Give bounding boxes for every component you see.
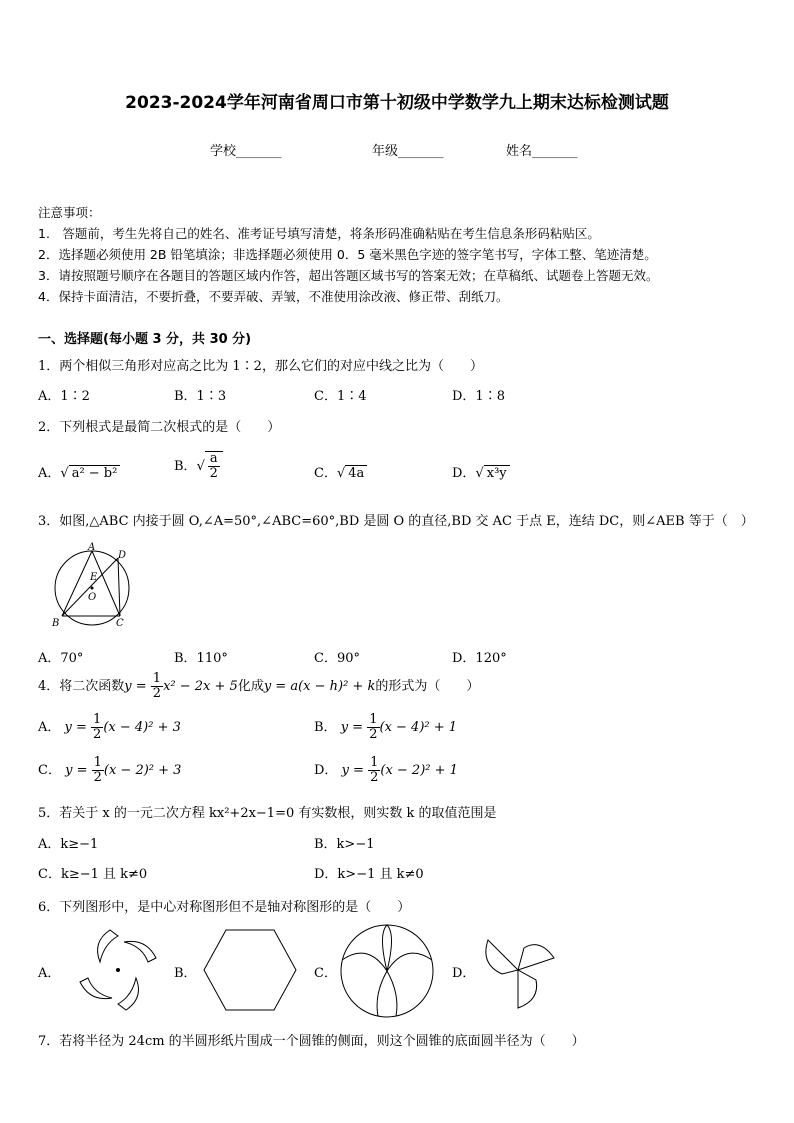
note-item: 3．请按照题号顺序在各题目的答题区域内作答，超出答题区域书写的答案无效；在草稿纸、试题卷上答题无效。: [38, 268, 659, 283]
school-field: 学校_______: [210, 144, 282, 159]
q2-option-d: [452, 462, 510, 481]
q2-option-c: [314, 462, 367, 481]
question-5: 5．若关于 x 的一元二次方程 kx²+2x−1=0 有实数根，则实数 k 的取值范围是: [38, 806, 497, 821]
q6-option-b: B．: [174, 966, 197, 981]
q3-option-c: C．90°: [314, 651, 360, 666]
label-c: C: [116, 618, 124, 629]
q3-option-d: D．120°: [452, 651, 507, 666]
notes-heading: 注意事项：: [38, 205, 101, 220]
question-7: 7．若将半径为 24cm 的半圆形纸片围成一个圆锥的侧面，则这个圆锥的底面圆半径为（ ）: [38, 1034, 585, 1049]
q2-c-expression: √ 4a: [337, 466, 367, 481]
q3-option-b: B．110°: [174, 651, 228, 666]
q1-option-b: B．1∶3: [174, 389, 227, 404]
name-field: 姓名_______: [506, 144, 578, 159]
q1-option-a: A．1∶2: [38, 389, 90, 404]
circle-triangle-figure: [46, 538, 138, 630]
question-1: 1．两个相似三角形对应高之比为 1∶2，那么它们的对应中线之比为（ ）: [38, 359, 483, 374]
question-3: 3．如图,△ABC 内接于圆 O,∠A=50°,∠ABC=60°,BD 是圆 O 的直径,BD 交 AC 于点 E，连结 DC，则∠AEB 等于（ ）: [38, 514, 754, 529]
q2-option-b: [174, 451, 223, 481]
q6-option-a: A．: [38, 966, 61, 981]
option-letter: D．: [452, 466, 476, 481]
question-4: 4．将二次函数y = $\frac{1}{2}$ x² − 2x + 5化成y = a(x − h)² + k的形式为（ ）: [38, 671, 480, 701]
q1-option-c: C．1∶4: [314, 389, 367, 404]
label-o: O: [88, 592, 97, 603]
q4-option-c: C． y = $\frac{1}{2}$ (x − 2)² + 3: [38, 755, 182, 785]
page-title: 2023-2024学年河南省周口市第十初级中学数学九上期末达标检测试题: [125, 93, 669, 113]
hexagon-icon: [202, 928, 298, 1012]
q2-b-expression: √ $\frac{a}{2}$: [197, 459, 223, 474]
label-b: B: [52, 618, 60, 629]
option-letter: A．: [38, 466, 61, 481]
q2-d-expression: √ x³y: [475, 466, 509, 481]
label-a: A: [88, 542, 96, 553]
label-e: E: [90, 572, 98, 583]
q4-function: y = $\frac{1}{2}$ x² − 2x + 5: [124, 671, 238, 701]
section-heading: 一、选择题(每小题 3 分，共 30 分): [38, 332, 252, 347]
circle-trefoil-icon: [338, 922, 436, 1020]
q4-vertex-form: y = a(x − h)² + k: [263, 679, 376, 694]
question-6: 6．下列图形中，是中心对称图形但不是轴对称图形的是（ ）: [38, 900, 411, 915]
option-letter: B．: [174, 459, 197, 474]
q1-option-d: D．1∶8: [452, 389, 505, 404]
note-item: 1. 答题前，考生先将自己的姓名、准考证号填写清楚，将条形码准确粘贴在考生信息条形码粘贴区。: [38, 226, 600, 241]
q4-option-a: A． y = $\frac{1}{2}$ (x − 4)² + 3: [38, 712, 181, 742]
three-blade-icon: [478, 930, 558, 1010]
q5-option-c: C．k≥−1 且 k≠0: [38, 867, 148, 882]
note-item: 4．保持卡面清洁，不要折叠，不要弄破、弄皱，不准使用涂改液、修正带、刮纸刀。: [38, 289, 509, 304]
note-item: 2．选择题必须使用 2B 铅笔填涂；非选择题必须使用 0．5 毫米黑色字迹的签字笔书写，字体工整、笔迹清楚。: [38, 247, 657, 262]
q2-a-expression: √ a² − b²: [60, 466, 120, 481]
q4-option-d: D． y = $\frac{1}{2}$ (x − 2)² + 1: [314, 755, 458, 785]
option-letter: C．: [314, 466, 337, 481]
q5-option-b: B．k>−1: [314, 837, 375, 852]
q5-option-d: D．k>−1 且 k≠0: [314, 867, 424, 882]
label-d: D: [118, 550, 127, 561]
q6-option-d: D．: [452, 966, 476, 981]
q4-option-b: B． y = $\frac{1}{2}$ (x − 4)² + 1: [314, 712, 458, 742]
q3-option-a: A．70°: [38, 651, 84, 666]
pinwheel-crescents-icon: [70, 922, 166, 1018]
q5-option-a: A．k≥−1: [38, 837, 99, 852]
grade-field: 年级_______: [372, 144, 444, 159]
q2-option-a: [38, 462, 120, 481]
question-2: 2．下列根式是最简二次根式的是（ ）: [38, 420, 281, 435]
q6-option-c: C．: [314, 966, 337, 981]
